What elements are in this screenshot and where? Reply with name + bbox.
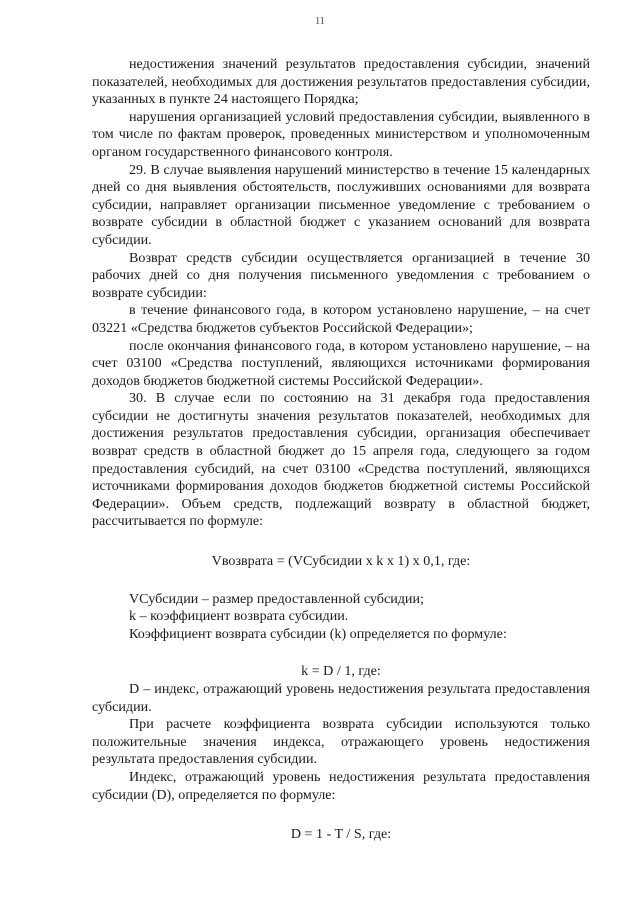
paragraph: D – индекс, отражающий уровень недостижения результата предоставления субсидии. xyxy=(92,681,590,715)
paragraph: Возврат средств субсидии осуществляется организацией в течение 30 рабочих дней со дня получения письменного уведомления с требованием о возврате субсидии: xyxy=(92,249,590,301)
document-body xyxy=(92,56,590,844)
paragraph: 29. В случае выявления нарушений министерство в течение 15 календарных дней со дня выявления обстоятельств, послуживших основаниями для возврата субсидии, направляет организации письменное уведомление с требованием о возврате субсидии в областной бюджет с указанием оснований для возврата субсидии. xyxy=(92,161,590,248)
formula-coefficient: k = D / 1, где: xyxy=(301,663,381,680)
formula-index: D = 1 - T / S, где: xyxy=(290,826,392,843)
paragraph: Индекс, отражающий уровень недостижения результата предоставления субсидии (D), определяется по формуле: xyxy=(92,768,590,803)
paragraph: 30. В случае если по состоянию на 31 декабря года предоставления субсидии не достигнуты значения результатов показателей, необходимых для достижения результатов предоставления субсидии, организация обеспечивает возврат средств в областной бюджет до 15 апреля года, следующего за годом предоставления субсидий, на счет 03100 «Средства поступлений, являющихся источниками формирования доходов бюджетов бюджетной системы Российской Федерации». Объем средств, подлежащий возврату в областной бюджет, рассчитывается по формуле: xyxy=(92,390,590,530)
definition-line: VСубсидии – размер предоставленной субсидии; xyxy=(129,590,424,607)
paragraph: нарушения организацией условий предоставления субсидии, выявленного в том числе по фактам проверок, проведенных министерством и уполномоченным органом государственного финансового контроля. xyxy=(92,108,590,160)
formula-return-volume: Vвозврата = (VСубсидии x k x 1) x 0,1, где: xyxy=(211,553,471,570)
paragraph: недостижения значений результатов предоставления субсидии, значений показателей, необходимых для достижения результатов предоставления субсидии, указанных в пункте 24 настоящего Порядка; xyxy=(92,56,590,108)
paragraph: после окончания финансового года, в котором установлено нарушение, – на счет 03100 «Средства поступлений, являющихся источниками формирования доходов бюджетов бюджетной системы Российской Федерации». xyxy=(92,337,590,389)
definition-line: k – коэффициент возврата субсидии. xyxy=(129,608,349,625)
page-number: 11 xyxy=(315,16,325,27)
definition-line: Коэффициент возврата субсидии (k) определяется по формуле: xyxy=(129,625,507,642)
paragraph: в течение финансового года, в котором установлено нарушение, – на счет 03221 «Средства бюджетов субъектов Российской Федерации»; xyxy=(92,302,590,336)
paragraph: При расчете коэффициента возврата субсидии используются только положительные значения индекса, отражающего уровень недостижения результата предоставления субсидии. xyxy=(92,716,590,768)
